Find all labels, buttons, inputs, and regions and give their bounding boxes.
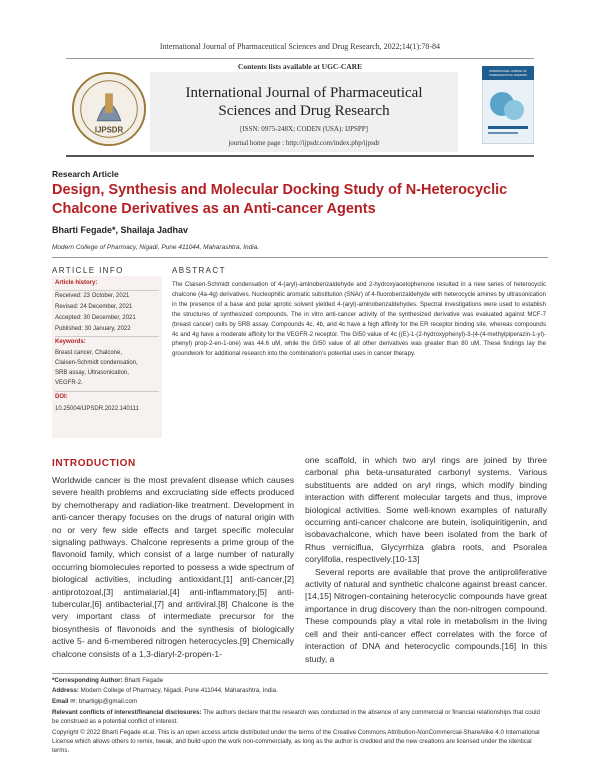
article-type: Research Article <box>52 169 119 179</box>
svg-text:PHARMACEUTICAL SCIENCES: PHARMACEUTICAL SCIENCES <box>489 74 527 77</box>
footer-rule <box>52 673 548 674</box>
abstract-text: The Claisen-Schmidt condensation of 4-(aryl)-aminobenzaldehyde and 2-hydroxyacetophenone resulted in a new series of heterocyclic chalcone (4a-4g) derivatives. Nucleophilic aromatic substitution (SNAr) of 4-fluorobenzaldehyde with heterocycle amines by ultrasonication in the presence of a base and polar aprotic solvent yielded 4-(aryl)-aminobenzaldehydes. Spectral investigations were used to establish the structures of synthesized compounds. The in vitro anti-cancer activity of the synthesized derivative was evaluated against MCF-7 (breast cancer) cells by SRB assay. Compounds 4c, 4b, and 4c have a high affinity for the ER receptor binding site, whereas compounds 4c and 4g have a moderate affinity for the VEGFR-2 receptor. The GI50 value of 4c {(E)-1-(2-hydroxyphenyl)-3-(4-(4-methylpiperazin-1-yl)-phenyl) prop-2-en-1-one) was 44.6 uM, while the GI50 value of all other derivatives was greater than 80 uM. These findings lay the groundwork for additional research into the combination's potential uses in cancer therapy. <box>172 281 546 358</box>
published: Published: 30 January, 2022 <box>55 326 131 332</box>
intro-column-right <box>305 454 547 665</box>
revised: Revised: 24 December, 2021 <box>55 304 133 310</box>
article-info-box <box>52 276 162 438</box>
keyword-line: VEGFR-2. <box>55 380 83 386</box>
history-label: Article history: <box>55 280 98 286</box>
abstract-heading: ABSTRACT <box>172 266 226 275</box>
copyright: Copyright © 2022 Bharti Fegade et.al. This is an open access article distributed under the terms of the Creative Commons Attribution-NonCommercial-ShareAlike 4.0 International License which allows others to remix, tweak, and build upon the work non-commercially, as long as the author is credited and the new creations are licensed under the identical terms. <box>52 729 540 754</box>
journal-cover <box>482 66 534 144</box>
keyword-line: Breast cancer, Chalcone, <box>55 350 123 356</box>
intro-paragraph: Worldwide cancer is the most prevalent disease which causes severe health problems and excruciating side effects produced by chemotherapy and radiation-like treatment. Development in anti-cancer therapy focuses on the drugs of natural origin with no or very few side effects and target specific molecular signaling pathways. Chalcone represents a prime group of the flavonoid family, which consist of a large number of naturally occurring biomolecules reported to possess a wide spectrum of biological activities, including antioxidant,[1] anti-cancer,[2] antiprotozoal,[3] antimalarial,[4] anti-inflammatory,[5] anti-tubercular,[6] antibacterial,[7] and antiviral.[8] Chalcone is the very important class of intermediate precursor for the biosynthesis of flavonoids and the synthesis of biologically active 5- and 6-membered nitrogen heterocycles.[9] Chemically chalcone consists of a 1,3-diaryl-2-propen-1- <box>52 475 294 659</box>
address: Address: Modern College of Pharmacy, Nigadi, Pune 411044, Maharashtra, India. <box>52 687 278 694</box>
header-top-rule <box>66 58 534 59</box>
corresponding-author: *Corresponding Author: Bharti Fegade <box>52 677 164 684</box>
doi-label: DOI: <box>55 394 68 400</box>
received: Received: 23 October, 2021 <box>55 293 130 299</box>
contents-line: Contents lists available at UGC-CARE <box>237 62 363 71</box>
header-bottom-rule <box>66 155 534 157</box>
intro-paragraph: one scaffold, in which two aryl rings are joined by three carbonal pha beta-unsaturated carbonyl systems. Various substituents are added on aryl rings, which modify binding interaction with different molecular targets and thus, improve biological activities. Some well-known examples of naturally occurring anti-cancer chalcone are butein, isoliquiritigenin, and isobavachalcone, which have been isolated from the bark of Rhus verniciflua, Glycyrrhiza glabra roots, and Psoralea corylifolia, respectively.[10-13] <box>305 455 547 565</box>
conflict-disclosure: Relevant conflicts of interest/financial disclosures: The authors declare that the research was conducted in the absence of any commercial or financial relationships that could be construed as a potential conflict of interest. <box>52 709 540 725</box>
journal-logo <box>70 70 148 148</box>
svg-text:INTERNATIONAL JOURNAL OF: INTERNATIONAL JOURNAL OF <box>489 70 527 73</box>
intro-paragraph: Several reports are available that prove the antiproliferative activity of natural and synthetic chalcone against breast cancer.[14,15] Nitrogen-containing heterocyclic compounds have great importance in drug discovery than the non-nitrogen compound. These compounds play a vital role in metabolism in the living cell and their anti-cancer effect correlates with the force of interaction of DNA and heterocyclic compounds.[16] In this study, a <box>305 566 547 664</box>
article-info-heading: ARTICLE INFO <box>52 266 124 275</box>
article-title: Design, Synthesis and Molecular Docking Study of N-Heterocyclic Chalcone Derivatives as an Anti-cancer Agents <box>52 182 508 217</box>
issn: [ISSN: 0975-248X; CODEN (USA): IJPSPP] <box>240 125 368 133</box>
svg-text:IJPSDR: IJPSDR <box>94 125 124 135</box>
authors: Bharti Fegade*, Shailaja Jadhav <box>52 225 189 235</box>
keyword-line: SRB assay, Ultrasonication, <box>55 370 129 376</box>
keyword-line: Claisen-Schmidt condensation, <box>55 360 138 366</box>
journal-homepage: journal home page : http://ijpsdr.com/index.php/ijpsdr <box>228 139 380 147</box>
email-link[interactable]: bhartigip@gmail.com <box>78 698 138 705</box>
journal-title: International Journal of Pharmaceutical Sciences and Drug Research <box>185 85 423 119</box>
accepted: Accepted: 30 December, 2021 <box>55 315 136 321</box>
running-header: International Journal of Pharmaceutical Sciences and Drug Research, 2022;14(1):78-84 <box>159 42 441 51</box>
intro-column-left <box>52 474 294 660</box>
affiliation: Modern College of Pharmacy, Nigadi, Pune 411044, Maharashtra, India. <box>52 244 260 251</box>
keywords-label: Keywords: <box>55 339 86 345</box>
title-divider <box>52 257 548 258</box>
doi-link[interactable]: 10.25004/IJPSDR.2022.140111 <box>55 406 139 412</box>
email-icon: ✉ <box>70 698 76 705</box>
introduction-heading: INTRODUCTION <box>52 458 136 469</box>
email: Email ✉: bhartigip@gmail.com <box>52 698 138 705</box>
